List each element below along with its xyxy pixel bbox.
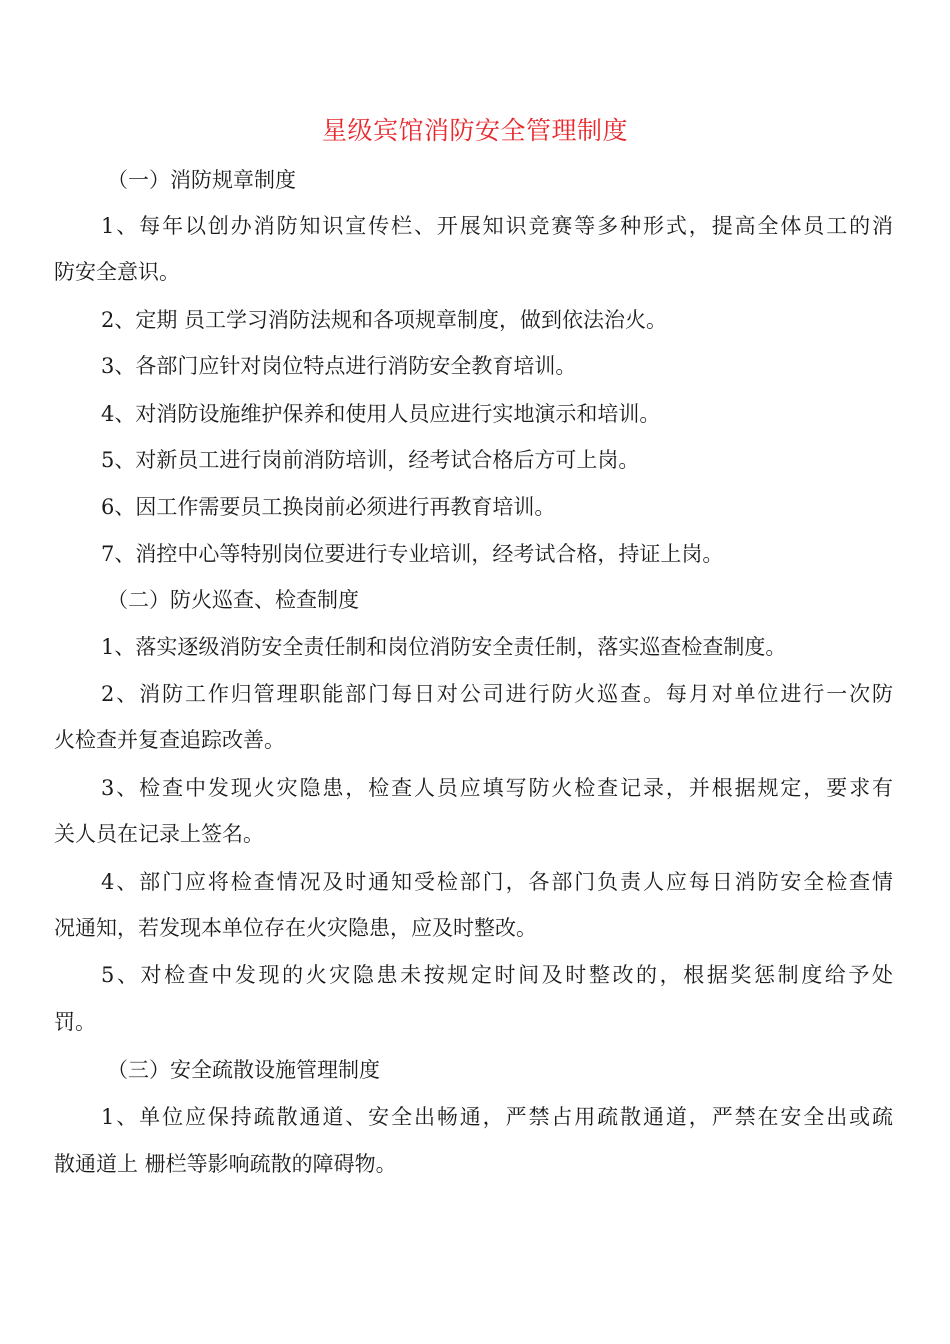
paragraph-3-1-line1: 1、单位应保持疏散通道、安全出畅通，严禁占用疏散通道，严禁在安全出或疏 <box>101 1105 893 1129</box>
paragraph-2-3-line2: 关人员在记录上签名。 <box>54 822 264 846</box>
section-heading-3: （三）安全疏散设施管理制度 <box>107 1058 380 1082</box>
paragraph-2-2-line2: 火检查并复查追踪改善。 <box>54 728 285 752</box>
paragraph-1-5: 5、对新员工进行岗前消防培训，经考试合格后方可上岗。 <box>101 448 640 472</box>
paragraph-1-7: 7、消控中心等特别岗位要进行专业培训，经考试合格，持证上岗。 <box>101 542 724 566</box>
paragraph-3-1-line2: 散通道上 栅栏等影响疏散的障碍物。 <box>54 1152 397 1176</box>
paragraph-1-1-line2: 防安全意识。 <box>54 260 180 284</box>
paragraph-1-1-line1: 1、每年以创办消防知识宣传栏、开展知识竞赛等多种形式，提高全体员工的消 <box>101 214 893 238</box>
document-title: 星级宾馆消防安全管理制度 <box>321 116 628 145</box>
paragraph-2-4-line2: 况通知，若发现本单位存在火灾隐患，应及时整改。 <box>54 916 537 940</box>
paragraph-1-4: 4、对消防设施维护保养和使用人员应进行实地演示和培训。 <box>101 402 661 426</box>
paragraph-1-2: 2、定期 员工学习消防法规和各项规章制度，做到依法治火。 <box>101 308 668 332</box>
paragraph-2-4-line1: 4、部门应将检查情况及时通知受检部门，各部门负责人应每日消防安全检查情 <box>101 870 893 894</box>
section-heading-2: （二）防火巡查、检查制度 <box>107 588 359 612</box>
paragraph-2-1: 1、落实逐级消防安全责任制和岗位消防安全责任制，落实巡查检查制度。 <box>101 635 787 659</box>
paragraph-2-5-line2: 罚。 <box>54 1010 96 1034</box>
paragraph-1-6: 6、因工作需要员工换岗前必须进行再教育培训。 <box>101 495 556 519</box>
paragraph-1-3: 3、各部门应针对岗位特点进行消防安全教育培训。 <box>101 354 577 378</box>
section-heading-1: （一）消防规章制度 <box>107 168 296 192</box>
paragraph-2-2-line1: 2、消防工作归管理职能部门每日对公司进行防火巡查。每月对单位进行一次防 <box>101 682 893 706</box>
paragraph-2-3-line1: 3、检查中发现火灾隐患，检查人员应填写防火检查记录，并根据规定，要求有 <box>101 776 893 800</box>
paragraph-2-5-line1: 5、对检查中发现的火灾隐患未按规定时间及时整改的，根据奖惩制度给予处 <box>101 963 893 987</box>
